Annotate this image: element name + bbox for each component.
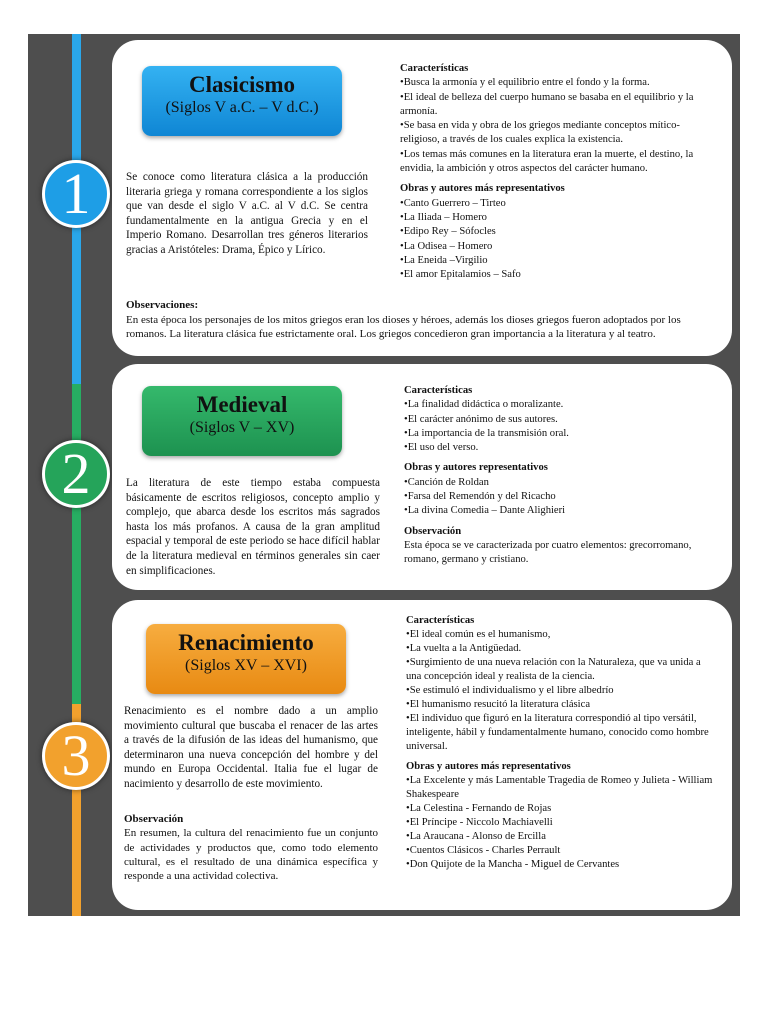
section-period: (Siglos XV – XVI) (185, 657, 307, 674)
title-badge-clasicismo (142, 66, 342, 136)
work-item: •El amor Epitalamios – Safo (400, 269, 521, 281)
section-description: Renacimiento es el nombre dado a un amplio movimiento cultural que buscaba el renacer de las artes a través de la difusión de las ideas del humanismo, que determinaron una nueva concepción del hombre y del mundo en Europa Occidental. Italia fue el lugar de nacimiento y desarrollo de este movimiento. (124, 705, 378, 790)
feature-item: •Se basa en vida y obra de los griegos mediante conceptos mítico-religioso, a través de los cuales explica la existencia. (400, 120, 680, 146)
work-item: •Cuentos Clásicos - Charles Perrault (406, 845, 561, 856)
works-heading: Obras y autores más representativos (400, 183, 565, 195)
feature-item: •La finalidad didáctica o moralizante. (404, 399, 564, 411)
observation-heading: Observación (124, 813, 184, 825)
section-card-clasicismo (112, 40, 732, 356)
observation-heading: Observaciones: (126, 299, 199, 311)
section-card-renacimiento (112, 600, 732, 910)
work-item: •Don Quijote de la Mancha - Miguel de Cervantes (406, 859, 620, 870)
feature-item: •Busca la armonía y el equilibrio entre el fondo y la forma. (400, 77, 650, 89)
section-title: Clasicismo (188, 72, 296, 97)
timeline-number-3: 3 (42, 722, 110, 790)
work-item: •La Iliada – Homero (400, 211, 487, 223)
observation-text: En esta época los personajes de los mitos griegos eran los dioses y héroes, además los dioses griegos fueron adoptados por los romanos. La literatura clásica fue estrictamente oral. Los griegos concedieron gran importancia a la literatura y al teatro. (126, 313, 681, 340)
section-description: Se conoce como literatura clásica a la producción literaria griega y romana correspondiente a los siglos que van desde el siglo V a.C. al V d.C. Se centra fundamentalmente en la antigua Grecia y en el Imperio Romano. Desarrollan tres géneros literarios gracias a Aristóteles: Drama, Épico y Lírico. (126, 171, 368, 256)
work-item: •El Príncipe - Niccolo Machiavelli (406, 817, 553, 828)
works-heading: Obras y autores más representativos (406, 761, 571, 772)
feature-item: •Surgimiento de una nueva relación con la Naturaleza, que va unida a una concepción ideal y realista de la ciencia. (406, 657, 701, 682)
work-item: •La Araucana - Alonso de Ercilla (406, 831, 546, 842)
work-item: •La divina Comedia – Dante Alighieri (404, 505, 566, 517)
title-badge-medieval (142, 386, 342, 456)
observation-text: En resumen, la cultura del renacimiento fue un conjunto de actividades y productos que, como todo elemento cultural, es el resultado de una dinámica específica y responde a una actividad colectiva. (124, 827, 378, 883)
feature-item: •El ideal común es el humanismo, (406, 629, 551, 640)
timeline-number-2: 2 (42, 440, 110, 508)
section-features-column (406, 614, 718, 872)
feature-item: •El carácter anónimo de sus autores. (404, 413, 558, 425)
section-features-column (400, 62, 718, 282)
section-observation (126, 298, 716, 342)
features-heading: Características (400, 63, 469, 74)
feature-item: •El humanismo resucitó la literatura clásica (406, 699, 591, 710)
section-title: Medieval (196, 392, 288, 417)
section-period: (Siglos V a.C. – V d.C.) (165, 99, 319, 116)
observation-heading: Observación (404, 525, 462, 537)
title-badge-renacimiento (146, 624, 346, 694)
feature-item: •Se estimuló el individualismo y el libre albedrío (406, 685, 614, 696)
features-heading: Características (406, 615, 475, 626)
work-item: •La Celestina - Fernando de Rojas (406, 803, 552, 814)
works-heading: Obras y autores representativos (404, 462, 548, 474)
timeline-line-green (72, 384, 81, 704)
work-item: •Farsa del Remendón y del Ricacho (404, 491, 556, 503)
work-item: •Edipo Rey – Sófocles (400, 226, 496, 238)
work-item: •La Excelente y más Lamentable Tragedia de Romeo y Julieta - William Shakespeare (406, 775, 713, 800)
observation-text: Esta época se ve caracterizada por cuatro elementos: grecorromano, romano, germano y cristiano. (404, 539, 692, 566)
timeline-poster (28, 34, 740, 916)
section-period: (Siglos V – XV) (189, 419, 295, 436)
section-description: La literatura de este tiempo estaba compuesta básicamente de escritos religiosos, concepto amplio y complejo, que abarca desde los escritos más sagrados hasta los más profanos. A causa de la gran amplitud espacial y temporal de este periodo se hace difícil hablar de la literatura medieval en términos generales sin caer en simplificaciones. (126, 477, 380, 577)
work-item: •Canción de Roldan (404, 476, 489, 488)
features-heading: Características (404, 385, 473, 396)
feature-item: •La importancia de la transmisión oral. (404, 427, 569, 439)
feature-item: •El ideal de belleza del cuerpo humano se basaba en el equilibrio y la armonía. (400, 91, 694, 117)
feature-item: •El uso del verso. (404, 442, 479, 454)
timeline-number-1: 1 (42, 160, 110, 228)
feature-item: •El individuo que figuró en la literatura correspondió al tipo versátil, inteligente, hábil y fundamentalmente humano, conocido como hombre universal. (406, 713, 709, 752)
feature-item: •La vuelta a la Antigüedad. (406, 643, 522, 654)
section-features-column (404, 384, 716, 568)
work-item: •La Eneida –Virgilio (400, 254, 488, 266)
work-item: •Canto Guerrero – Tirteo (400, 197, 506, 209)
feature-item: •Los temas más comunes en la literatura eran la muerte, el destino, la envidia, la ambición y otros aspectos del carácter humano. (400, 148, 694, 175)
work-item: •La Odisea – Homero (400, 240, 493, 252)
section-observation (124, 812, 378, 883)
section-title: Renacimiento (178, 630, 314, 655)
section-card-medieval (112, 364, 732, 590)
